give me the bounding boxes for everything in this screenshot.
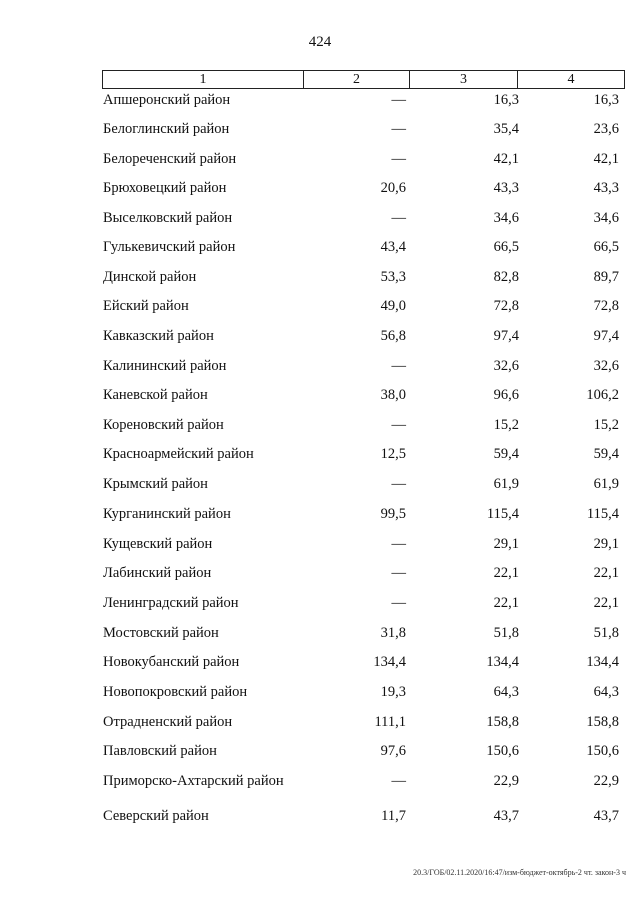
row-col-3: 134,4 (486, 654, 519, 670)
table-row (0, 90, 640, 110)
row-col-2: — (391, 565, 406, 581)
row-col-3: 51,8 (493, 625, 519, 641)
row-col-2: — (391, 476, 406, 492)
row-col-3: 34,6 (493, 210, 519, 226)
row-col-3: 42,1 (493, 151, 519, 167)
table-row (0, 178, 640, 198)
row-col-2: — (391, 417, 406, 433)
row-name: Ейский район (103, 298, 189, 314)
table-row (0, 771, 640, 791)
column-header-1: 1 (103, 71, 304, 89)
table-row (0, 444, 640, 464)
row-name: Мостовский район (103, 625, 219, 641)
table-row (0, 326, 640, 346)
row-col-3: 22,9 (493, 773, 519, 789)
row-col-4: 134,4 (586, 654, 619, 670)
row-col-3: 82,8 (493, 269, 519, 285)
row-col-4: 158,8 (586, 714, 619, 730)
row-col-3: 72,8 (493, 298, 519, 314)
table-row (0, 712, 640, 732)
row-col-3: 35,4 (493, 121, 519, 137)
table-row (0, 504, 640, 524)
row-col-3: 16,3 (493, 92, 519, 108)
row-col-2: 53,3 (380, 269, 406, 285)
row-col-4: 42,1 (593, 151, 619, 167)
table-row (0, 237, 640, 257)
row-col-2: 97,6 (380, 743, 406, 759)
row-col-3: 64,3 (493, 684, 519, 700)
row-name: Крымский район (103, 476, 208, 492)
row-col-2: — (391, 536, 406, 552)
row-col-2: — (391, 358, 406, 374)
row-name: Кореновский район (103, 417, 224, 433)
row-col-4: 64,3 (593, 684, 619, 700)
row-col-3: 97,4 (493, 328, 519, 344)
row-col-4: 150,6 (586, 743, 619, 759)
table-row (0, 563, 640, 583)
table-row (0, 119, 640, 139)
row-name: Каневской район (103, 387, 208, 403)
column-header-4: 4 (518, 71, 625, 89)
row-name: Гулькевичский район (103, 239, 236, 255)
row-col-2: — (391, 121, 406, 137)
row-col-2: 134,4 (373, 654, 406, 670)
row-col-4: 97,4 (593, 328, 619, 344)
row-col-3: 15,2 (493, 417, 519, 433)
row-col-2: 38,0 (380, 387, 406, 403)
row-col-4: 22,1 (593, 595, 619, 611)
row-col-3: 22,1 (493, 565, 519, 581)
row-name: Курганинский район (103, 506, 231, 522)
table-row (0, 593, 640, 613)
row-col-4: 32,6 (593, 358, 619, 374)
row-col-4: 72,8 (593, 298, 619, 314)
row-col-4: 43,3 (593, 180, 619, 196)
row-col-4: 106,2 (586, 387, 619, 403)
row-col-3: 150,6 (486, 743, 519, 759)
column-header-2: 2 (304, 71, 410, 89)
row-name: Ленинградский район (103, 595, 239, 611)
row-name: Отрадненский район (103, 714, 233, 730)
row-col-2: — (391, 595, 406, 611)
table-row (0, 149, 640, 169)
table-row (0, 474, 640, 494)
row-col-4: 43,7 (593, 808, 619, 824)
row-col-3: 59,4 (493, 446, 519, 462)
row-name: Кавказский район (103, 328, 214, 344)
row-name: Северский район (103, 808, 209, 824)
row-col-4: 34,6 (593, 210, 619, 226)
column-header-3: 3 (410, 71, 518, 89)
table-row (0, 415, 640, 435)
row-col-4: 15,2 (593, 417, 619, 433)
row-col-3: 32,6 (493, 358, 519, 374)
table-row (0, 385, 640, 405)
row-col-4: 29,1 (593, 536, 619, 552)
row-name: Белореченский район (103, 151, 237, 167)
row-name: Калининский район (103, 358, 227, 374)
table-row (0, 741, 640, 761)
table-row (0, 623, 640, 643)
row-col-2: 43,4 (380, 239, 406, 255)
row-col-2: 12,5 (380, 446, 406, 462)
row-name: Кущевский район (103, 536, 213, 552)
column-header-row (102, 70, 625, 89)
row-col-2: 49,0 (380, 298, 406, 314)
page-number: 424 (308, 34, 332, 50)
table-row (0, 806, 640, 826)
row-col-3: 61,9 (493, 476, 519, 492)
row-col-2: — (391, 773, 406, 789)
row-col-3: 43,3 (493, 180, 519, 196)
row-col-3: 43,7 (493, 808, 519, 824)
row-col-2: — (391, 151, 406, 167)
footer-stamp: 20.3/ГОБ/02.11.2020/16:47/изм-бюджет-октябрь-2 чт. закон-3 ч (413, 868, 626, 877)
row-col-3: 66,5 (493, 239, 519, 255)
row-col-4: 61,9 (593, 476, 619, 492)
row-name: Белоглинский район (103, 121, 230, 137)
row-col-4: 22,9 (593, 773, 619, 789)
row-col-2: — (391, 210, 406, 226)
row-col-4: 59,4 (593, 446, 619, 462)
row-col-3: 115,4 (486, 506, 519, 522)
row-col-2: 19,3 (380, 684, 406, 700)
row-name: Апшеронский район (103, 92, 231, 108)
row-col-4: 115,4 (586, 506, 619, 522)
row-name: Новопокровский район (103, 684, 248, 700)
table-row (0, 296, 640, 316)
row-col-2: — (391, 92, 406, 108)
row-name: Приморско-Ахтарский район (103, 773, 284, 789)
table-row (0, 267, 640, 287)
row-name: Лабинский район (103, 565, 212, 581)
row-name: Павловский район (103, 743, 217, 759)
row-col-4: 66,5 (593, 239, 619, 255)
table-row (0, 534, 640, 554)
row-col-4: 22,1 (593, 565, 619, 581)
table-row (0, 356, 640, 376)
table-row (0, 208, 640, 228)
row-col-2: 56,8 (380, 328, 406, 344)
table-row (0, 682, 640, 702)
row-col-3: 158,8 (486, 714, 519, 730)
row-col-2: 31,8 (380, 625, 406, 641)
row-col-4: 16,3 (593, 92, 619, 108)
row-col-3: 29,1 (493, 536, 519, 552)
row-col-4: 89,7 (593, 269, 619, 285)
row-col-2: 20,6 (380, 180, 406, 196)
row-name: Брюховецкий район (103, 180, 227, 196)
row-col-2: 111,1 (374, 714, 406, 730)
row-name: Красноармейский район (103, 446, 254, 462)
table-row (0, 652, 640, 672)
row-col-2: 99,5 (380, 506, 406, 522)
row-name: Динской район (103, 269, 197, 285)
row-col-3: 22,1 (493, 595, 519, 611)
row-name: Новокубанский район (103, 654, 240, 670)
row-col-4: 23,6 (593, 121, 619, 137)
row-col-4: 51,8 (593, 625, 619, 641)
row-col-2: 11,7 (381, 808, 406, 824)
row-col-3: 96,6 (493, 387, 519, 403)
row-name: Выселковский район (103, 210, 233, 226)
